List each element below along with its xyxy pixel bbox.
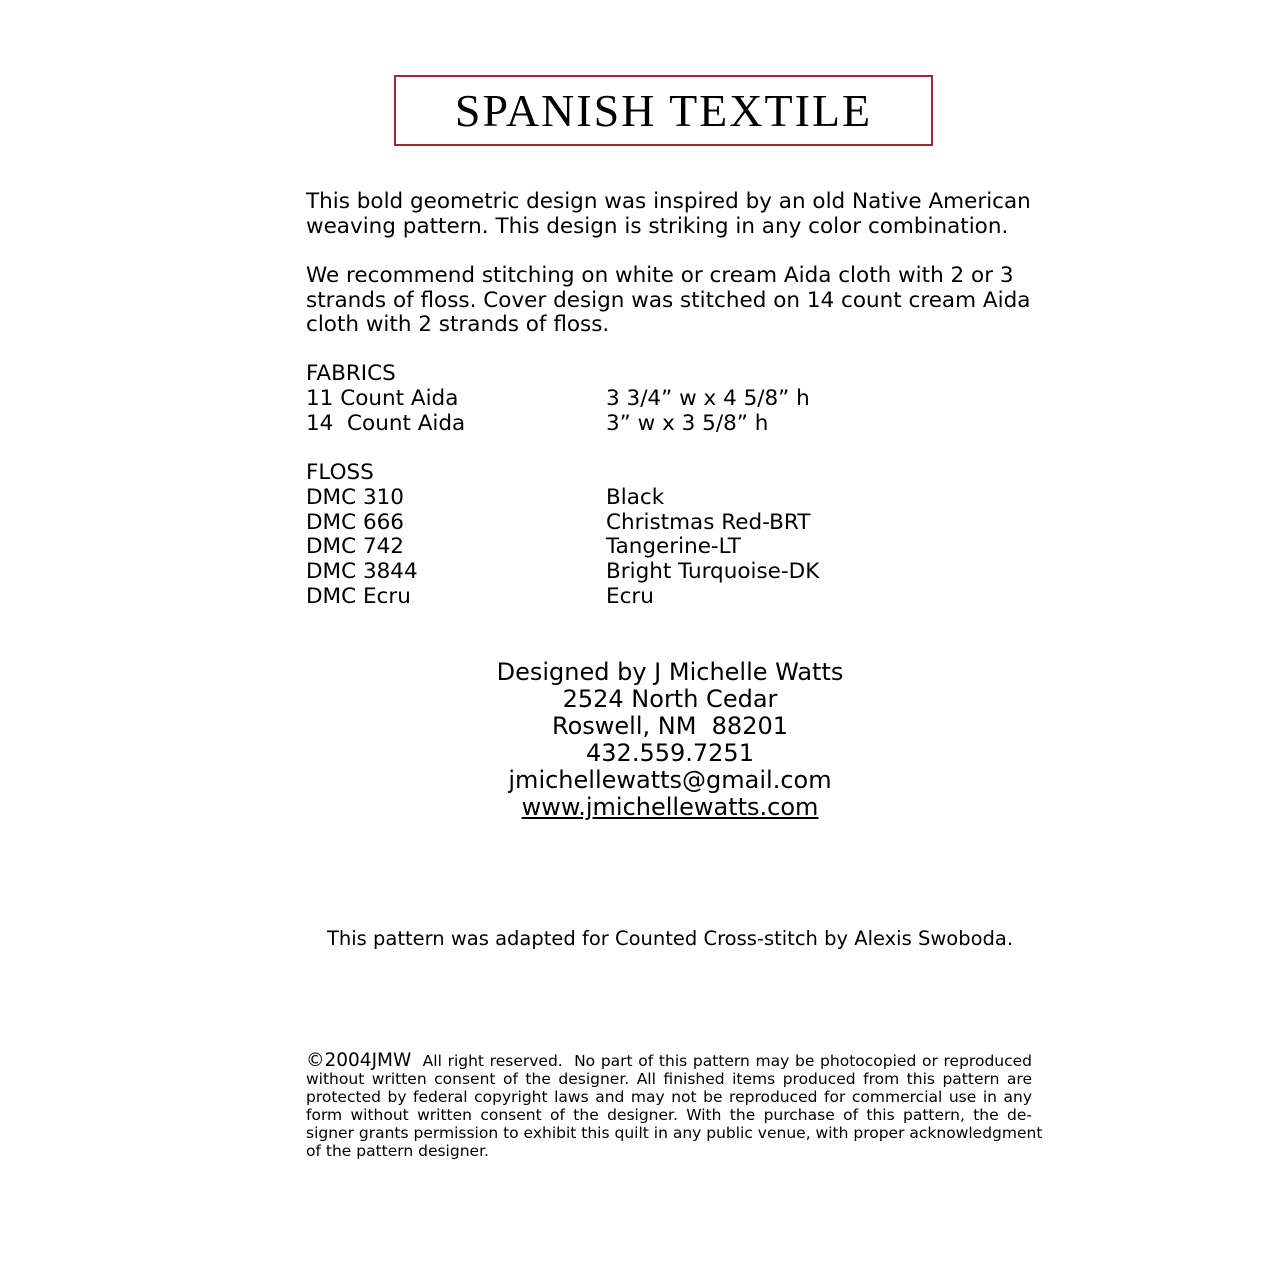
floss-code: DMC 666 <box>306 509 404 535</box>
floss-heading: FLOSS <box>306 460 374 485</box>
floss-color: Ecru <box>606 583 654 609</box>
floss-row <box>306 585 1046 610</box>
copyright-line: without written consent of the designer. All finished items produced from this pattern are <box>306 1070 1032 1088</box>
recommendation-paragraph <box>306 264 1046 338</box>
floss-code: DMC Ecru <box>306 583 411 609</box>
copyright-notice <box>306 1050 1043 1160</box>
intro-line: This bold geometric design was inspired by an old Native American <box>306 189 1031 214</box>
floss-row <box>306 535 1046 560</box>
designer-contact-block <box>300 659 1040 821</box>
recommendation-line: strands of floss. Cover design was stitched on 14 count cream Aida <box>306 287 1031 313</box>
designer-phone: 432.559.7251 <box>586 739 754 767</box>
fabric-row <box>306 412 1046 437</box>
floss-color: Tangerine-LT <box>606 534 741 560</box>
floss-color: Bright Turquoise-DK <box>606 559 820 585</box>
copyright-line <box>306 1052 1032 1070</box>
designer-street: 2524 North Cedar <box>562 685 778 713</box>
fabrics-section <box>306 362 1046 436</box>
intro-paragraph <box>306 190 1046 239</box>
floss-row <box>306 486 1046 511</box>
designer-email: jmichellewatts@gmail.com <box>508 766 832 794</box>
page-title: SPANISH TEXTILE <box>454 84 873 136</box>
fabrics-heading: FABRICS <box>306 361 396 386</box>
adaptation-note: This pattern was adapted for Counted Cross-stitch by Alexis Swoboda. <box>326 927 1014 950</box>
intro-line: weaving pattern. This design is striking in any color combination. <box>306 213 1009 239</box>
floss-code: DMC 3844 <box>306 559 418 585</box>
floss-color: Christmas Red-BRT <box>606 509 811 535</box>
floss-code: DMC 310 <box>306 484 404 510</box>
copyright-line: signer grants permission to exhibit this quilt in any public venue, with proper acknowledgment <box>306 1124 1043 1142</box>
designer-website-link[interactable]: www.jmichellewatts.com <box>521 793 819 821</box>
copyright-text: All right reserved. No part of this pattern may be photocopied or reproduced <box>422 1052 1032 1070</box>
copyright-mark: ©2004JMW <box>306 1050 412 1071</box>
floss-section <box>306 461 1046 610</box>
copyright-line: of the pattern designer. <box>306 1142 489 1160</box>
floss-color: Black <box>606 484 665 510</box>
fabric-name: 11 Count Aida <box>306 385 459 411</box>
title-box <box>394 75 933 146</box>
floss-row <box>306 560 1046 585</box>
designer-credit: Designed by J Michelle Watts <box>496 658 844 686</box>
designer-city: Roswell, NM 88201 <box>551 712 789 740</box>
fabric-size: 3 3/4” w x 4 5/8” h <box>606 385 810 411</box>
floss-code: DMC 742 <box>306 534 404 560</box>
fabric-name: 14 Count Aida <box>306 410 466 436</box>
copyright-line: form without written consent of the designer. With the purchase of this pattern, the de- <box>306 1106 1032 1124</box>
fabric-row <box>306 387 1046 412</box>
floss-row <box>306 511 1046 536</box>
recommendation-line: cloth with 2 strands of floss. <box>306 312 610 337</box>
fabric-size: 3” w x 3 5/8” h <box>606 410 769 436</box>
recommendation-line: We recommend stitching on white or cream Aida cloth with 2 or 3 <box>306 263 1014 288</box>
copyright-line: protected by federal copyright laws and may not be reproduced for commercial use in any <box>306 1088 1032 1106</box>
